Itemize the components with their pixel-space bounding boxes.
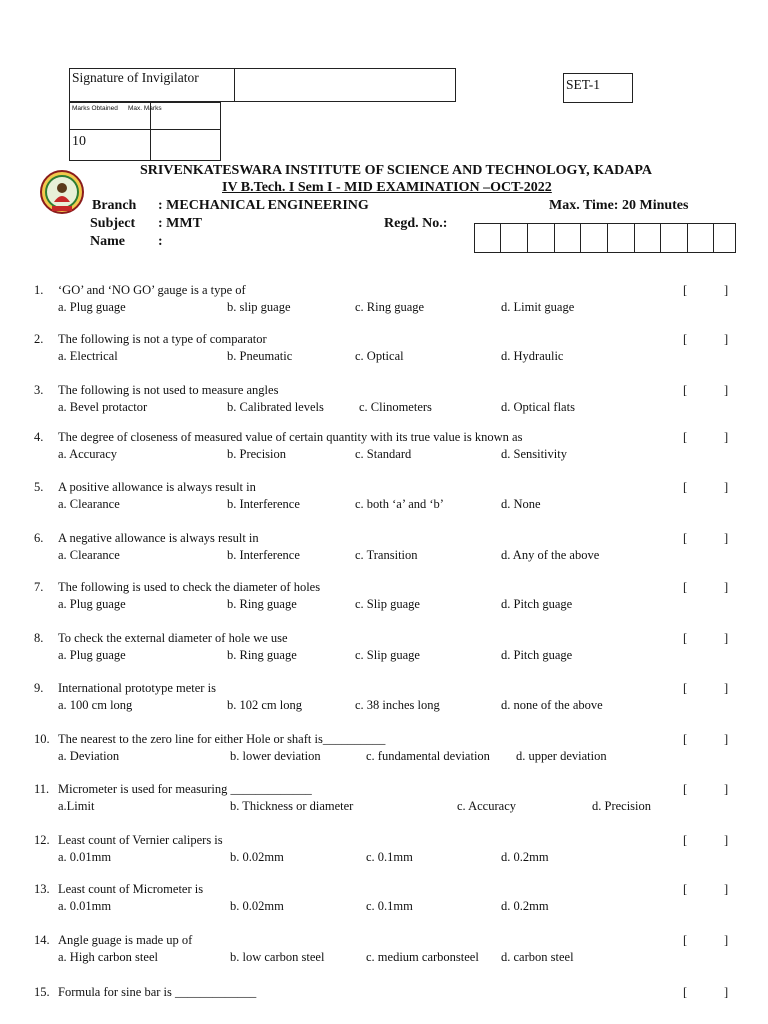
answer-bracket-close[interactable]: ]: [724, 531, 729, 545]
answer-option: d. carbon steel: [501, 950, 574, 964]
regd-number-cell[interactable]: [634, 223, 661, 253]
answer-bracket-close[interactable]: ]: [724, 985, 729, 999]
answer-option: d. Pitch guage: [501, 597, 573, 611]
answer-option: b. 0.02mm: [230, 899, 284, 913]
question-number: 3.: [34, 383, 44, 397]
answer-option: a. Accuracy: [58, 447, 117, 461]
question-number: 12.: [34, 833, 50, 847]
answer-option: a. Plug guage: [58, 300, 126, 314]
question-item: [34, 681, 746, 715]
regd-number-cell[interactable]: [527, 223, 555, 253]
answer-bracket-close[interactable]: ]: [724, 882, 729, 896]
question-item: [34, 531, 746, 565]
invigilator-label: Signature of Invigilator: [72, 70, 199, 85]
question-number: 6.: [34, 531, 44, 545]
question-text: Angle guage is made up of: [58, 933, 193, 947]
answer-bracket-open[interactable]: [: [683, 833, 688, 847]
question-text: Least count of Vernier calipers is: [58, 833, 223, 847]
signature-divider: [234, 68, 235, 102]
answer-bracket-close[interactable]: ]: [724, 430, 729, 444]
answer-bracket-open[interactable]: [: [683, 383, 688, 397]
question-item: [34, 882, 746, 916]
answer-option: c. Slip guage: [355, 597, 420, 611]
regd-number-cell[interactable]: [607, 223, 635, 253]
question-item: [34, 580, 746, 614]
question-number: 8.: [34, 631, 44, 645]
regd-number-cell[interactable]: [554, 223, 581, 253]
answer-option: d. Precision: [592, 799, 652, 813]
answer-bracket-close[interactable]: ]: [724, 480, 729, 494]
question-item: [34, 283, 746, 317]
answer-option: a. Bevel protactor: [58, 400, 148, 414]
answer-option: c. Slip guage: [355, 648, 420, 662]
answer-bracket-open[interactable]: [: [683, 631, 688, 645]
answer-option: c. 0.1mm: [366, 899, 413, 913]
question-item: [34, 933, 746, 967]
answer-bracket-open[interactable]: [: [683, 732, 688, 746]
name-value: :: [158, 234, 163, 249]
answer-bracket-open[interactable]: [: [683, 332, 688, 346]
answer-bracket-close[interactable]: ]: [724, 580, 729, 594]
answer-option: d. Pitch guage: [501, 648, 573, 662]
set-label: SET-1: [566, 77, 601, 92]
answer-option: c. Transition: [355, 548, 418, 562]
answer-bracket-open[interactable]: [: [683, 782, 688, 796]
question-item: [34, 985, 746, 1019]
answer-option: c. 38 inches long: [355, 698, 440, 712]
answer-option: c. 0.1mm: [366, 850, 413, 864]
answer-bracket-close[interactable]: ]: [724, 631, 729, 645]
answer-bracket-close[interactable]: ]: [724, 283, 729, 297]
answer-option: a. Deviation: [58, 749, 120, 763]
question-number: 9.: [34, 681, 44, 695]
answer-option: b. low carbon steel: [230, 950, 325, 964]
answer-option: a. Plug guage: [58, 597, 126, 611]
question-text: ‘GO’ and ‘NO GO’ gauge is a type of: [58, 283, 246, 297]
answer-option: d. None: [501, 497, 541, 511]
max-time: Max. Time: 20 Minutes: [549, 198, 689, 213]
question-item: [34, 732, 746, 766]
answer-option: d. none of the above: [501, 698, 603, 712]
question-text: The following is used to check the diameter of holes: [58, 580, 321, 594]
question-text: A negative allowance is always result in: [58, 531, 259, 545]
answer-option: b. lower deviation: [230, 749, 321, 763]
max-marks-label: Max. Marks: [128, 105, 162, 112]
answer-option: d. Limit guage: [501, 300, 575, 314]
answer-option: b. Interference: [227, 497, 300, 511]
question-text: The degree of closeness of measured value of certain quantity with its true value is known as: [58, 430, 523, 444]
answer-option: a. High carbon steel: [58, 950, 158, 964]
question-text: To check the external diameter of hole we use: [58, 631, 288, 645]
answer-bracket-close[interactable]: ]: [724, 833, 729, 847]
question-number: 15.: [34, 985, 50, 999]
answer-option: a.Limit: [58, 799, 95, 813]
question-number: 11.: [34, 782, 50, 796]
marks-obtained-cell: [69, 129, 151, 161]
question-item: [34, 332, 746, 366]
question-number: 13.: [34, 882, 50, 896]
max-marks-cell: [150, 129, 221, 161]
question-text: The following is not a type of comparator: [58, 332, 267, 346]
name-label: Name: [90, 234, 125, 249]
invigilator-signature-box: [69, 68, 456, 102]
question-text: Micrometer is used for measuring _____________: [58, 782, 312, 796]
answer-option: b. slip guage: [227, 300, 291, 314]
answer-option: d. Sensitivity: [501, 447, 567, 461]
regd-number-cell[interactable]: [713, 223, 736, 253]
question-text: Least count of Micrometer is: [58, 882, 204, 896]
regd-number-cell[interactable]: [580, 223, 608, 253]
answer-option: a. Clearance: [58, 548, 120, 562]
answer-option: a. 0.01mm: [58, 850, 112, 864]
question-text: The nearest to the zero line for either Hole or shaft is__________: [58, 732, 386, 746]
max-marks-value: 10: [72, 134, 86, 149]
answer-option: c. Optical: [355, 349, 404, 363]
answer-option: a. Electrical: [58, 349, 118, 363]
answer-option: d. 0.2mm: [501, 899, 549, 913]
marks-obtained-label: Marks Obtained: [72, 105, 118, 112]
answer-option: d. upper deviation: [516, 749, 607, 763]
answer-bracket-open[interactable]: [: [683, 580, 688, 594]
question-item: [34, 631, 746, 665]
exam-title: IV B.Tech. I Sem I - MID EXAMINATION –OCT-2022: [222, 180, 552, 195]
answer-option: c. Standard: [355, 447, 412, 461]
answer-bracket-open[interactable]: [: [683, 283, 688, 297]
answer-option: b. Ring guage: [227, 648, 297, 662]
answer-option: b. 0.02mm: [230, 850, 284, 864]
answer-option: b. Pneumatic: [227, 349, 293, 363]
question-text: The following is not used to measure angles: [58, 383, 279, 397]
question-number: 10.: [34, 732, 50, 746]
answer-option: d. 0.2mm: [501, 850, 549, 864]
question-text: Formula for sine bar is _____________: [58, 985, 257, 999]
question-number: 4.: [34, 430, 44, 444]
max-marks-header: [128, 102, 221, 130]
regd-number-cell[interactable]: [687, 223, 714, 253]
answer-option: b. Ring guage: [227, 597, 297, 611]
answer-option: c. fundamental deviation: [366, 749, 490, 763]
answer-bracket-open[interactable]: [: [683, 430, 688, 444]
institute-logo: [40, 170, 84, 214]
regd-number-cell[interactable]: [474, 223, 501, 253]
answer-option: a. Clearance: [58, 497, 120, 511]
subject-value: : MMT: [158, 216, 202, 231]
question-number: 1.: [34, 283, 44, 297]
answer-option: a. 100 cm long: [58, 698, 133, 712]
regd-number-cell[interactable]: [660, 223, 688, 253]
answer-option: b. Precision: [227, 447, 287, 461]
question-text: A positive allowance is always result in: [58, 480, 256, 494]
question-number: 14.: [34, 933, 50, 947]
question-item: [34, 782, 746, 816]
answer-bracket-open[interactable]: [: [683, 985, 688, 999]
answer-option: d. Optical flats: [501, 400, 575, 414]
answer-bracket-close[interactable]: ]: [724, 782, 729, 796]
question-item: [34, 383, 746, 417]
answer-bracket-open[interactable]: [: [683, 882, 688, 896]
regd-number-cell[interactable]: [500, 223, 528, 253]
answer-option: b. Calibrated levels: [227, 400, 324, 414]
question-item: [34, 430, 746, 464]
answer-bracket-open[interactable]: [: [683, 531, 688, 545]
answer-option: c. medium carbonsteel: [366, 950, 479, 964]
branch-value: : MECHANICAL ENGINEERING: [158, 198, 369, 213]
answer-option: c. Ring guage: [355, 300, 425, 314]
answer-option: d. Hydraulic: [501, 349, 564, 363]
answer-option: c. Clinometers: [359, 400, 432, 414]
answer-option: c. Accuracy: [457, 799, 516, 813]
answer-bracket-close[interactable]: ]: [724, 332, 729, 346]
subject-label: Subject: [90, 216, 136, 231]
signature-underline: [234, 101, 246, 102]
answer-bracket-close[interactable]: ]: [724, 383, 729, 397]
answer-option: a. Plug guage: [58, 648, 126, 662]
answer-bracket-open[interactable]: [: [683, 480, 688, 494]
answer-option: b. Interference: [227, 548, 300, 562]
question-number: 5.: [34, 480, 44, 494]
answer-option: b. Thickness or diameter: [230, 799, 354, 813]
answer-option: d. Any of the above: [501, 548, 600, 562]
answer-option: b. 102 cm long: [227, 698, 302, 712]
answer-bracket-close[interactable]: ]: [724, 681, 729, 695]
question-text: International prototype meter is: [58, 681, 216, 695]
question-item: [34, 833, 746, 867]
answer-bracket-close[interactable]: ]: [724, 933, 729, 947]
institute-name: SRIVENKATESWARA INSTITUTE OF SCIENCE AND TECHNOLOGY, KADAPA: [140, 163, 653, 178]
answer-option: c. both ‘a’ and ‘b’: [355, 497, 444, 511]
answer-bracket-open[interactable]: [: [683, 933, 688, 947]
answer-bracket-open[interactable]: [: [683, 681, 688, 695]
answer-option: a. 0.01mm: [58, 899, 112, 913]
regd-label: Regd. No.:: [384, 216, 448, 231]
branch-label: Branch: [92, 198, 137, 213]
question-number: 2.: [34, 332, 44, 346]
question-item: [34, 480, 746, 514]
question-number: 7.: [34, 580, 44, 594]
answer-bracket-close[interactable]: ]: [724, 732, 729, 746]
set-box: [563, 73, 633, 103]
